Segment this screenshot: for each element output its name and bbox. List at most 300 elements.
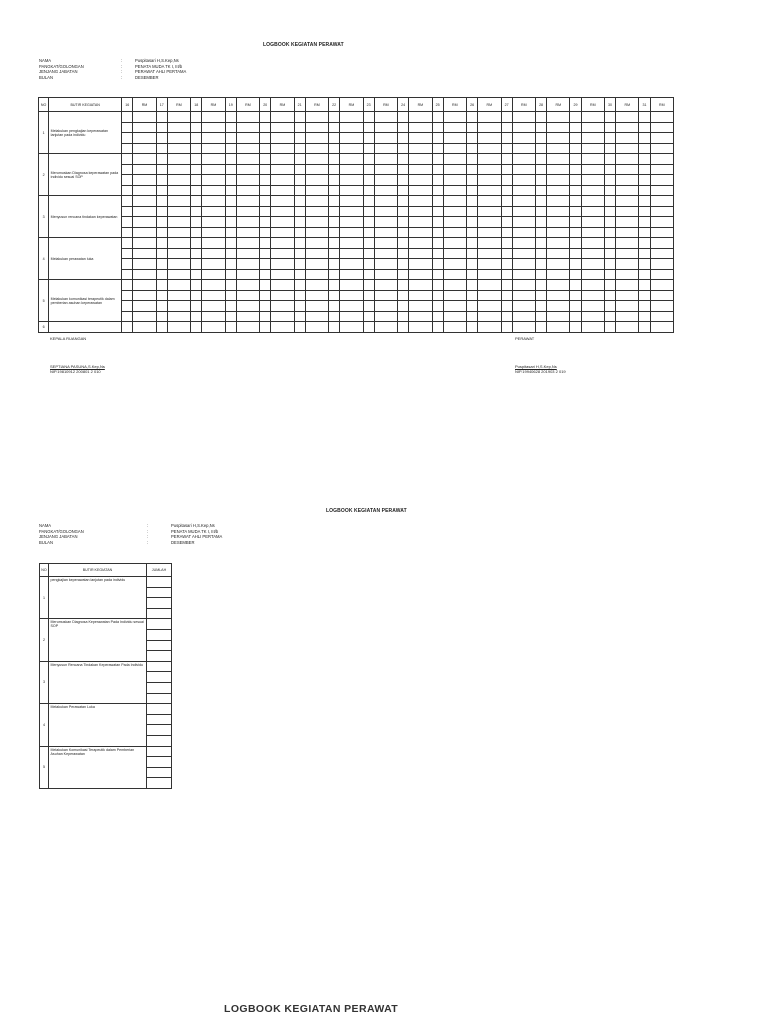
day-cell[interactable] xyxy=(260,196,271,207)
rm-cell[interactable] xyxy=(409,248,432,259)
day-cell[interactable] xyxy=(535,311,546,322)
rm-cell[interactable] xyxy=(650,217,673,228)
rm-cell[interactable] xyxy=(547,280,570,291)
day-cell[interactable] xyxy=(432,217,443,228)
rm-cell[interactable] xyxy=(305,196,328,207)
rm-cell[interactable] xyxy=(167,322,190,333)
rm-cell[interactable] xyxy=(374,206,397,217)
rm-cell[interactable] xyxy=(547,164,570,175)
day-cell[interactable] xyxy=(398,112,409,123)
rm-cell[interactable] xyxy=(167,259,190,270)
day-cell[interactable] xyxy=(467,259,478,270)
rm-cell[interactable] xyxy=(409,280,432,291)
rm-cell[interactable] xyxy=(616,269,639,280)
rm-cell[interactable] xyxy=(547,175,570,186)
day-cell[interactable] xyxy=(467,322,478,333)
day-cell[interactable] xyxy=(225,311,236,322)
day-cell[interactable] xyxy=(294,196,305,207)
rm-cell[interactable] xyxy=(616,175,639,186)
rm-cell[interactable] xyxy=(650,175,673,186)
rm-cell[interactable] xyxy=(443,206,466,217)
day-cell[interactable] xyxy=(501,175,512,186)
day-cell[interactable] xyxy=(535,248,546,259)
rm-cell[interactable] xyxy=(409,259,432,270)
rm-cell[interactable] xyxy=(478,301,501,312)
day-cell[interactable] xyxy=(156,290,167,301)
day-cell[interactable] xyxy=(363,175,374,186)
day-cell[interactable] xyxy=(363,143,374,154)
day-cell[interactable] xyxy=(122,311,133,322)
rm-cell[interactable] xyxy=(340,227,363,238)
rm-cell[interactable] xyxy=(581,122,604,133)
rm-cell[interactable] xyxy=(581,322,604,333)
jumlah-cell[interactable] xyxy=(147,629,172,640)
day-cell[interactable] xyxy=(329,154,340,165)
rm-cell[interactable] xyxy=(581,311,604,322)
day-cell[interactable] xyxy=(501,322,512,333)
day-cell[interactable] xyxy=(467,238,478,249)
rm-cell[interactable] xyxy=(202,154,225,165)
rm-cell[interactable] xyxy=(271,259,294,270)
day-cell[interactable] xyxy=(535,322,546,333)
day-cell[interactable] xyxy=(604,269,615,280)
rm-cell[interactable] xyxy=(271,238,294,249)
rm-cell[interactable] xyxy=(547,112,570,123)
rm-cell[interactable] xyxy=(271,196,294,207)
day-cell[interactable] xyxy=(604,259,615,270)
day-cell[interactable] xyxy=(535,185,546,196)
day-cell[interactable] xyxy=(156,122,167,133)
rm-cell[interactable] xyxy=(443,143,466,154)
rm-cell[interactable] xyxy=(581,143,604,154)
day-cell[interactable] xyxy=(639,164,650,175)
day-cell[interactable] xyxy=(260,185,271,196)
rm-cell[interactable] xyxy=(409,175,432,186)
rm-cell[interactable] xyxy=(133,269,156,280)
jumlah-cell[interactable] xyxy=(147,746,172,757)
day-cell[interactable] xyxy=(363,248,374,259)
day-cell[interactable] xyxy=(570,143,581,154)
day-cell[interactable] xyxy=(260,290,271,301)
jumlah-cell[interactable] xyxy=(147,587,172,598)
rm-cell[interactable] xyxy=(202,259,225,270)
day-cell[interactable] xyxy=(156,322,167,333)
rm-cell[interactable] xyxy=(340,269,363,280)
day-cell[interactable] xyxy=(156,185,167,196)
day-cell[interactable] xyxy=(225,248,236,259)
day-cell[interactable] xyxy=(294,154,305,165)
rm-cell[interactable] xyxy=(340,196,363,207)
rm-cell[interactable] xyxy=(616,280,639,291)
rm-cell[interactable] xyxy=(133,164,156,175)
rm-cell[interactable] xyxy=(236,322,259,333)
rm-cell[interactable] xyxy=(478,185,501,196)
rm-cell[interactable] xyxy=(305,185,328,196)
rm-cell[interactable] xyxy=(374,185,397,196)
day-cell[interactable] xyxy=(535,259,546,270)
day-cell[interactable] xyxy=(535,290,546,301)
day-cell[interactable] xyxy=(156,238,167,249)
rm-cell[interactable] xyxy=(271,164,294,175)
day-cell[interactable] xyxy=(570,259,581,270)
day-cell[interactable] xyxy=(398,290,409,301)
day-cell[interactable] xyxy=(329,227,340,238)
rm-cell[interactable] xyxy=(167,301,190,312)
day-cell[interactable] xyxy=(501,248,512,259)
rm-cell[interactable] xyxy=(512,143,535,154)
rm-cell[interactable] xyxy=(581,217,604,228)
day-cell[interactable] xyxy=(501,227,512,238)
day-cell[interactable] xyxy=(604,322,615,333)
rm-cell[interactable] xyxy=(616,122,639,133)
day-cell[interactable] xyxy=(260,206,271,217)
rm-cell[interactable] xyxy=(236,164,259,175)
day-cell[interactable] xyxy=(604,133,615,144)
day-cell[interactable] xyxy=(294,185,305,196)
day-cell[interactable] xyxy=(604,238,615,249)
jumlah-cell[interactable] xyxy=(147,767,172,778)
day-cell[interactable] xyxy=(329,259,340,270)
day-cell[interactable] xyxy=(363,238,374,249)
rm-cell[interactable] xyxy=(271,112,294,123)
rm-cell[interactable] xyxy=(650,259,673,270)
day-cell[interactable] xyxy=(363,322,374,333)
rm-cell[interactable] xyxy=(409,122,432,133)
day-cell[interactable] xyxy=(122,133,133,144)
rm-cell[interactable] xyxy=(202,301,225,312)
rm-cell[interactable] xyxy=(374,248,397,259)
day-cell[interactable] xyxy=(122,290,133,301)
rm-cell[interactable] xyxy=(409,301,432,312)
rm-cell[interactable] xyxy=(512,259,535,270)
day-cell[interactable] xyxy=(432,196,443,207)
day-cell[interactable] xyxy=(363,269,374,280)
rm-cell[interactable] xyxy=(581,112,604,123)
day-cell[interactable] xyxy=(570,269,581,280)
day-cell[interactable] xyxy=(191,301,202,312)
day-cell[interactable] xyxy=(535,280,546,291)
rm-cell[interactable] xyxy=(374,290,397,301)
rm-cell[interactable] xyxy=(409,311,432,322)
rm-cell[interactable] xyxy=(443,196,466,207)
day-cell[interactable] xyxy=(501,217,512,228)
day-cell[interactable] xyxy=(432,185,443,196)
day-cell[interactable] xyxy=(639,238,650,249)
day-cell[interactable] xyxy=(467,143,478,154)
day-cell[interactable] xyxy=(398,133,409,144)
day-cell[interactable] xyxy=(570,154,581,165)
day-cell[interactable] xyxy=(156,311,167,322)
day-cell[interactable] xyxy=(329,290,340,301)
day-cell[interactable] xyxy=(604,248,615,259)
rm-cell[interactable] xyxy=(271,269,294,280)
day-cell[interactable] xyxy=(156,217,167,228)
day-cell[interactable] xyxy=(398,259,409,270)
rm-cell[interactable] xyxy=(581,248,604,259)
rm-cell[interactable] xyxy=(271,133,294,144)
day-cell[interactable] xyxy=(122,227,133,238)
day-cell[interactable] xyxy=(432,259,443,270)
rm-cell[interactable] xyxy=(409,217,432,228)
rm-cell[interactable] xyxy=(305,322,328,333)
day-cell[interactable] xyxy=(156,164,167,175)
day-cell[interactable] xyxy=(432,164,443,175)
rm-cell[interactable] xyxy=(650,185,673,196)
day-cell[interactable] xyxy=(604,154,615,165)
rm-cell[interactable] xyxy=(650,133,673,144)
day-cell[interactable] xyxy=(225,227,236,238)
day-cell[interactable] xyxy=(570,238,581,249)
rm-cell[interactable] xyxy=(167,112,190,123)
rm-cell[interactable] xyxy=(512,227,535,238)
day-cell[interactable] xyxy=(294,206,305,217)
rm-cell[interactable] xyxy=(512,280,535,291)
day-cell[interactable] xyxy=(535,154,546,165)
rm-cell[interactable] xyxy=(478,143,501,154)
day-cell[interactable] xyxy=(294,248,305,259)
day-cell[interactable] xyxy=(570,185,581,196)
rm-cell[interactable] xyxy=(547,290,570,301)
rm-cell[interactable] xyxy=(133,238,156,249)
day-cell[interactable] xyxy=(191,133,202,144)
rm-cell[interactable] xyxy=(305,133,328,144)
rm-cell[interactable] xyxy=(443,122,466,133)
rm-cell[interactable] xyxy=(202,185,225,196)
rm-cell[interactable] xyxy=(547,311,570,322)
day-cell[interactable] xyxy=(570,311,581,322)
rm-cell[interactable] xyxy=(374,227,397,238)
day-cell[interactable] xyxy=(363,206,374,217)
rm-cell[interactable] xyxy=(133,143,156,154)
day-cell[interactable] xyxy=(398,122,409,133)
rm-cell[interactable] xyxy=(340,217,363,228)
rm-cell[interactable] xyxy=(202,164,225,175)
jumlah-cell[interactable] xyxy=(147,608,172,619)
day-cell[interactable] xyxy=(570,217,581,228)
rm-cell[interactable] xyxy=(581,290,604,301)
day-cell[interactable] xyxy=(398,322,409,333)
rm-cell[interactable] xyxy=(650,290,673,301)
rm-cell[interactable] xyxy=(512,290,535,301)
day-cell[interactable] xyxy=(122,112,133,123)
rm-cell[interactable] xyxy=(512,196,535,207)
rm-cell[interactable] xyxy=(236,248,259,259)
day-cell[interactable] xyxy=(122,185,133,196)
day-cell[interactable] xyxy=(225,290,236,301)
day-cell[interactable] xyxy=(467,122,478,133)
rm-cell[interactable] xyxy=(512,185,535,196)
rm-cell[interactable] xyxy=(581,206,604,217)
day-cell[interactable] xyxy=(294,164,305,175)
rm-cell[interactable] xyxy=(305,154,328,165)
day-cell[interactable] xyxy=(432,290,443,301)
rm-cell[interactable] xyxy=(340,175,363,186)
day-cell[interactable] xyxy=(122,322,133,333)
rm-cell[interactable] xyxy=(581,259,604,270)
day-cell[interactable] xyxy=(501,311,512,322)
rm-cell[interactable] xyxy=(478,311,501,322)
rm-cell[interactable] xyxy=(409,322,432,333)
jumlah-cell[interactable] xyxy=(147,619,172,630)
rm-cell[interactable] xyxy=(236,143,259,154)
day-cell[interactable] xyxy=(639,122,650,133)
day-cell[interactable] xyxy=(398,280,409,291)
day-cell[interactable] xyxy=(467,311,478,322)
day-cell[interactable] xyxy=(398,175,409,186)
rm-cell[interactable] xyxy=(133,322,156,333)
rm-cell[interactable] xyxy=(271,227,294,238)
day-cell[interactable] xyxy=(570,112,581,123)
rm-cell[interactable] xyxy=(202,206,225,217)
rm-cell[interactable] xyxy=(443,154,466,165)
rm-cell[interactable] xyxy=(271,217,294,228)
rm-cell[interactable] xyxy=(650,301,673,312)
jumlah-cell[interactable] xyxy=(147,682,172,693)
day-cell[interactable] xyxy=(535,206,546,217)
day-cell[interactable] xyxy=(260,164,271,175)
day-cell[interactable] xyxy=(535,269,546,280)
day-cell[interactable] xyxy=(501,280,512,291)
rm-cell[interactable] xyxy=(305,238,328,249)
day-cell[interactable] xyxy=(329,238,340,249)
jumlah-cell[interactable] xyxy=(147,693,172,704)
day-cell[interactable] xyxy=(156,154,167,165)
day-cell[interactable] xyxy=(432,133,443,144)
day-cell[interactable] xyxy=(639,290,650,301)
day-cell[interactable] xyxy=(604,196,615,207)
rm-cell[interactable] xyxy=(305,175,328,186)
rm-cell[interactable] xyxy=(616,322,639,333)
day-cell[interactable] xyxy=(535,175,546,186)
rm-cell[interactable] xyxy=(616,238,639,249)
day-cell[interactable] xyxy=(432,238,443,249)
day-cell[interactable] xyxy=(260,154,271,165)
day-cell[interactable] xyxy=(225,217,236,228)
day-cell[interactable] xyxy=(122,280,133,291)
rm-cell[interactable] xyxy=(478,280,501,291)
rm-cell[interactable] xyxy=(478,259,501,270)
day-cell[interactable] xyxy=(363,185,374,196)
rm-cell[interactable] xyxy=(236,122,259,133)
rm-cell[interactable] xyxy=(340,143,363,154)
rm-cell[interactable] xyxy=(374,175,397,186)
day-cell[interactable] xyxy=(329,133,340,144)
rm-cell[interactable] xyxy=(133,122,156,133)
rm-cell[interactable] xyxy=(305,290,328,301)
day-cell[interactable] xyxy=(501,164,512,175)
rm-cell[interactable] xyxy=(616,154,639,165)
rm-cell[interactable] xyxy=(133,248,156,259)
day-cell[interactable] xyxy=(570,248,581,259)
day-cell[interactable] xyxy=(225,206,236,217)
rm-cell[interactable] xyxy=(374,217,397,228)
rm-cell[interactable] xyxy=(236,227,259,238)
rm-cell[interactable] xyxy=(581,185,604,196)
day-cell[interactable] xyxy=(191,290,202,301)
rm-cell[interactable] xyxy=(340,259,363,270)
rm-cell[interactable] xyxy=(271,122,294,133)
rm-cell[interactable] xyxy=(202,227,225,238)
rm-cell[interactable] xyxy=(305,122,328,133)
rm-cell[interactable] xyxy=(167,217,190,228)
rm-cell[interactable] xyxy=(305,248,328,259)
rm-cell[interactable] xyxy=(409,112,432,123)
rm-cell[interactable] xyxy=(133,112,156,123)
rm-cell[interactable] xyxy=(478,238,501,249)
rm-cell[interactable] xyxy=(547,269,570,280)
rm-cell[interactable] xyxy=(650,154,673,165)
rm-cell[interactable] xyxy=(581,269,604,280)
rm-cell[interactable] xyxy=(340,133,363,144)
rm-cell[interactable] xyxy=(167,227,190,238)
day-cell[interactable] xyxy=(329,217,340,228)
day-cell[interactable] xyxy=(363,311,374,322)
day-cell[interactable] xyxy=(294,133,305,144)
rm-cell[interactable] xyxy=(167,311,190,322)
day-cell[interactable] xyxy=(639,248,650,259)
day-cell[interactable] xyxy=(570,122,581,133)
day-cell[interactable] xyxy=(639,322,650,333)
rm-cell[interactable] xyxy=(167,175,190,186)
rm-cell[interactable] xyxy=(340,206,363,217)
rm-cell[interactable] xyxy=(581,238,604,249)
day-cell[interactable] xyxy=(260,322,271,333)
rm-cell[interactable] xyxy=(374,311,397,322)
day-cell[interactable] xyxy=(329,280,340,291)
day-cell[interactable] xyxy=(432,175,443,186)
rm-cell[interactable] xyxy=(236,154,259,165)
day-cell[interactable] xyxy=(191,322,202,333)
rm-cell[interactable] xyxy=(616,143,639,154)
day-cell[interactable] xyxy=(260,269,271,280)
rm-cell[interactable] xyxy=(305,301,328,312)
day-cell[interactable] xyxy=(501,206,512,217)
rm-cell[interactable] xyxy=(581,175,604,186)
day-cell[interactable] xyxy=(363,301,374,312)
day-cell[interactable] xyxy=(156,301,167,312)
rm-cell[interactable] xyxy=(202,269,225,280)
day-cell[interactable] xyxy=(329,122,340,133)
rm-cell[interactable] xyxy=(650,322,673,333)
rm-cell[interactable] xyxy=(305,311,328,322)
day-cell[interactable] xyxy=(122,217,133,228)
day-cell[interactable] xyxy=(398,185,409,196)
rm-cell[interactable] xyxy=(478,112,501,123)
day-cell[interactable] xyxy=(191,311,202,322)
day-cell[interactable] xyxy=(398,301,409,312)
day-cell[interactable] xyxy=(639,217,650,228)
rm-cell[interactable] xyxy=(374,154,397,165)
rm-cell[interactable] xyxy=(616,227,639,238)
rm-cell[interactable] xyxy=(374,122,397,133)
day-cell[interactable] xyxy=(432,206,443,217)
day-cell[interactable] xyxy=(639,143,650,154)
rm-cell[interactable] xyxy=(443,322,466,333)
rm-cell[interactable] xyxy=(271,290,294,301)
day-cell[interactable] xyxy=(604,122,615,133)
jumlah-cell[interactable] xyxy=(147,661,172,672)
rm-cell[interactable] xyxy=(236,259,259,270)
day-cell[interactable] xyxy=(639,311,650,322)
day-cell[interactable] xyxy=(260,311,271,322)
day-cell[interactable] xyxy=(191,259,202,270)
jumlah-cell[interactable] xyxy=(147,640,172,651)
rm-cell[interactable] xyxy=(512,175,535,186)
day-cell[interactable] xyxy=(467,164,478,175)
rm-cell[interactable] xyxy=(374,133,397,144)
rm-cell[interactable] xyxy=(167,154,190,165)
day-cell[interactable] xyxy=(294,259,305,270)
